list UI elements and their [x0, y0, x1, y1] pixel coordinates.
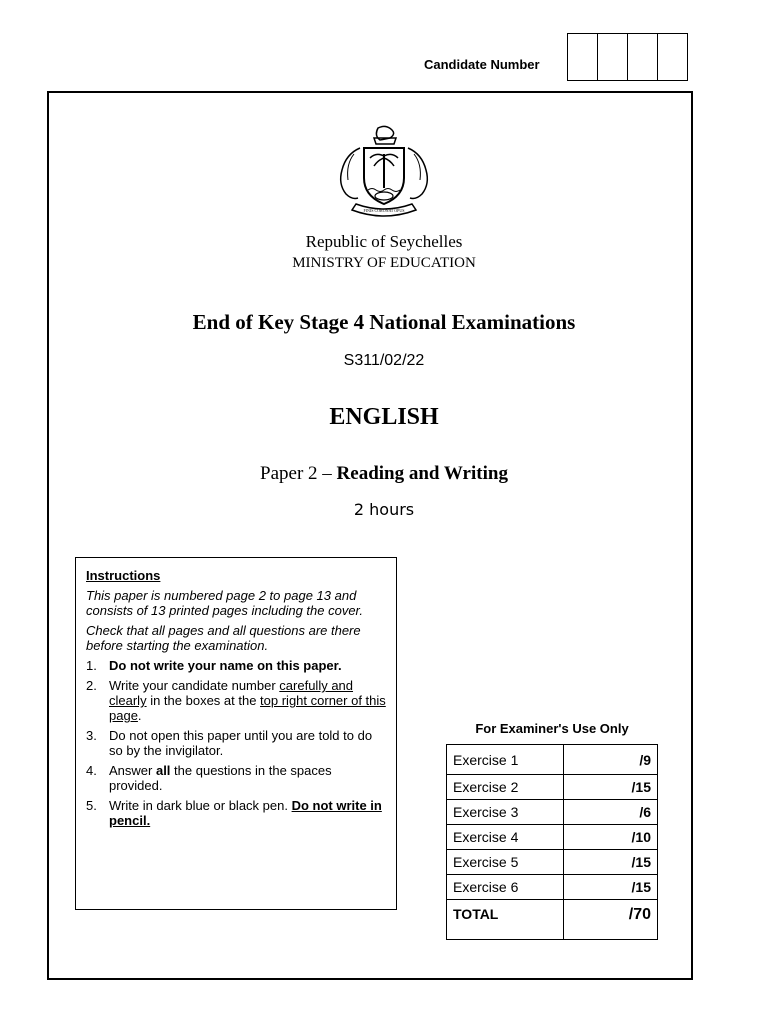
instructions-para-pages: This paper is numbered page 2 to page 13 and consists of 13 printed pages including the cover.: [86, 588, 364, 618]
table-row: [447, 850, 658, 875]
paper-code: S311/02/22: [343, 352, 425, 369]
instruction-item: [86, 763, 386, 793]
instruction-number: 4.: [86, 763, 97, 778]
exam-title: End of Key Stage 4 National Examinations: [192, 310, 576, 334]
instruction-number: 1.: [86, 658, 97, 673]
republic-name: Republic of Seychelles: [305, 232, 463, 251]
table-row: [447, 825, 658, 850]
candidate-digit-box[interactable]: [628, 34, 658, 80]
seychelles-coat-of-arms-icon: [330, 124, 438, 220]
exercise-marks[interactable]: /15: [564, 850, 658, 875]
exercise-marks[interactable]: /6: [564, 800, 658, 825]
instruction-number: 2.: [86, 678, 97, 693]
candidate-number-boxes[interactable]: [567, 33, 688, 81]
table-row: [447, 745, 658, 775]
instruction-fragment: in the boxes at the: [146, 693, 261, 708]
instruction-fragment: Write your candidate number: [109, 678, 280, 693]
instruction-number: 5.: [86, 798, 97, 813]
instruction-item: [86, 728, 386, 758]
candidate-digit-box[interactable]: [658, 34, 687, 80]
instruction-fragment: Write in dark blue or black pen.: [109, 798, 292, 813]
instruction-text: [109, 798, 386, 828]
total-label: TOTAL: [447, 900, 564, 940]
instruction-item: [86, 658, 386, 673]
instruction-emphasis: all: [155, 763, 171, 778]
exercise-label: Exercise 4: [447, 825, 564, 850]
paper-title: [0, 463, 768, 485]
instruction-fragment: Answer: [109, 763, 156, 778]
table-row: [447, 875, 658, 900]
table-row: [447, 775, 658, 800]
instruction-emphasis: carefully and clearly: [109, 678, 354, 708]
examiner-score-table: [446, 744, 658, 940]
table-row: [447, 800, 658, 825]
candidate-digit-box[interactable]: [598, 34, 628, 80]
instruction-emphasis: Do not write in pencil.: [109, 798, 382, 828]
instruction-text: [109, 763, 386, 793]
candidate-digit-box[interactable]: [568, 34, 598, 80]
candidate-number-label: Candidate Number: [424, 57, 540, 72]
exercise-label: Exercise 1: [447, 745, 564, 775]
total-marks[interactable]: /70: [564, 900, 658, 940]
examiner-use-heading: For Examiner's Use Only: [475, 721, 629, 736]
instructions-heading: Instructions: [86, 568, 161, 583]
subject-title: ENGLISH: [329, 404, 439, 430]
exercise-marks[interactable]: /9: [564, 745, 658, 775]
paper-name: Reading and Writing: [336, 463, 508, 484]
exercise-marks[interactable]: /10: [564, 825, 658, 850]
ministry-name: MINISTRY OF EDUCATION: [292, 255, 476, 271]
instruction-text: Do not open this paper until you are told to do so by the invigilator.: [109, 728, 373, 758]
exercise-label: Exercise 6: [447, 875, 564, 900]
exercise-label: Exercise 2: [447, 775, 564, 800]
instruction-text: [109, 678, 386, 723]
instructions-box: [75, 557, 397, 910]
instruction-item: [86, 678, 386, 723]
instruction-number: 3.: [86, 728, 97, 743]
instruction-item: [86, 798, 386, 828]
paper-prefix: Paper 2 –: [260, 463, 337, 484]
total-row: [447, 900, 658, 940]
instructions-para-check: Check that all pages and all questions are there before starting the examination.: [86, 623, 361, 653]
exam-duration: 2 hours: [353, 500, 415, 519]
exercise-label: Exercise 3: [447, 800, 564, 825]
exercise-marks[interactable]: /15: [564, 775, 658, 800]
exercise-label: Exercise 5: [447, 850, 564, 875]
instruction-fragment: .: [137, 708, 142, 723]
instructions-list: [86, 658, 386, 828]
instruction-emphasis: top right corner of this page: [109, 693, 386, 723]
exercise-marks[interactable]: /15: [564, 875, 658, 900]
instruction-fragment: the questions in the spaces provided.: [109, 763, 332, 793]
svg-text:FINIS CORONAT OPUS: FINIS CORONAT OPUS: [363, 208, 405, 213]
instruction-text: Do not write your name on this paper.: [109, 658, 342, 673]
